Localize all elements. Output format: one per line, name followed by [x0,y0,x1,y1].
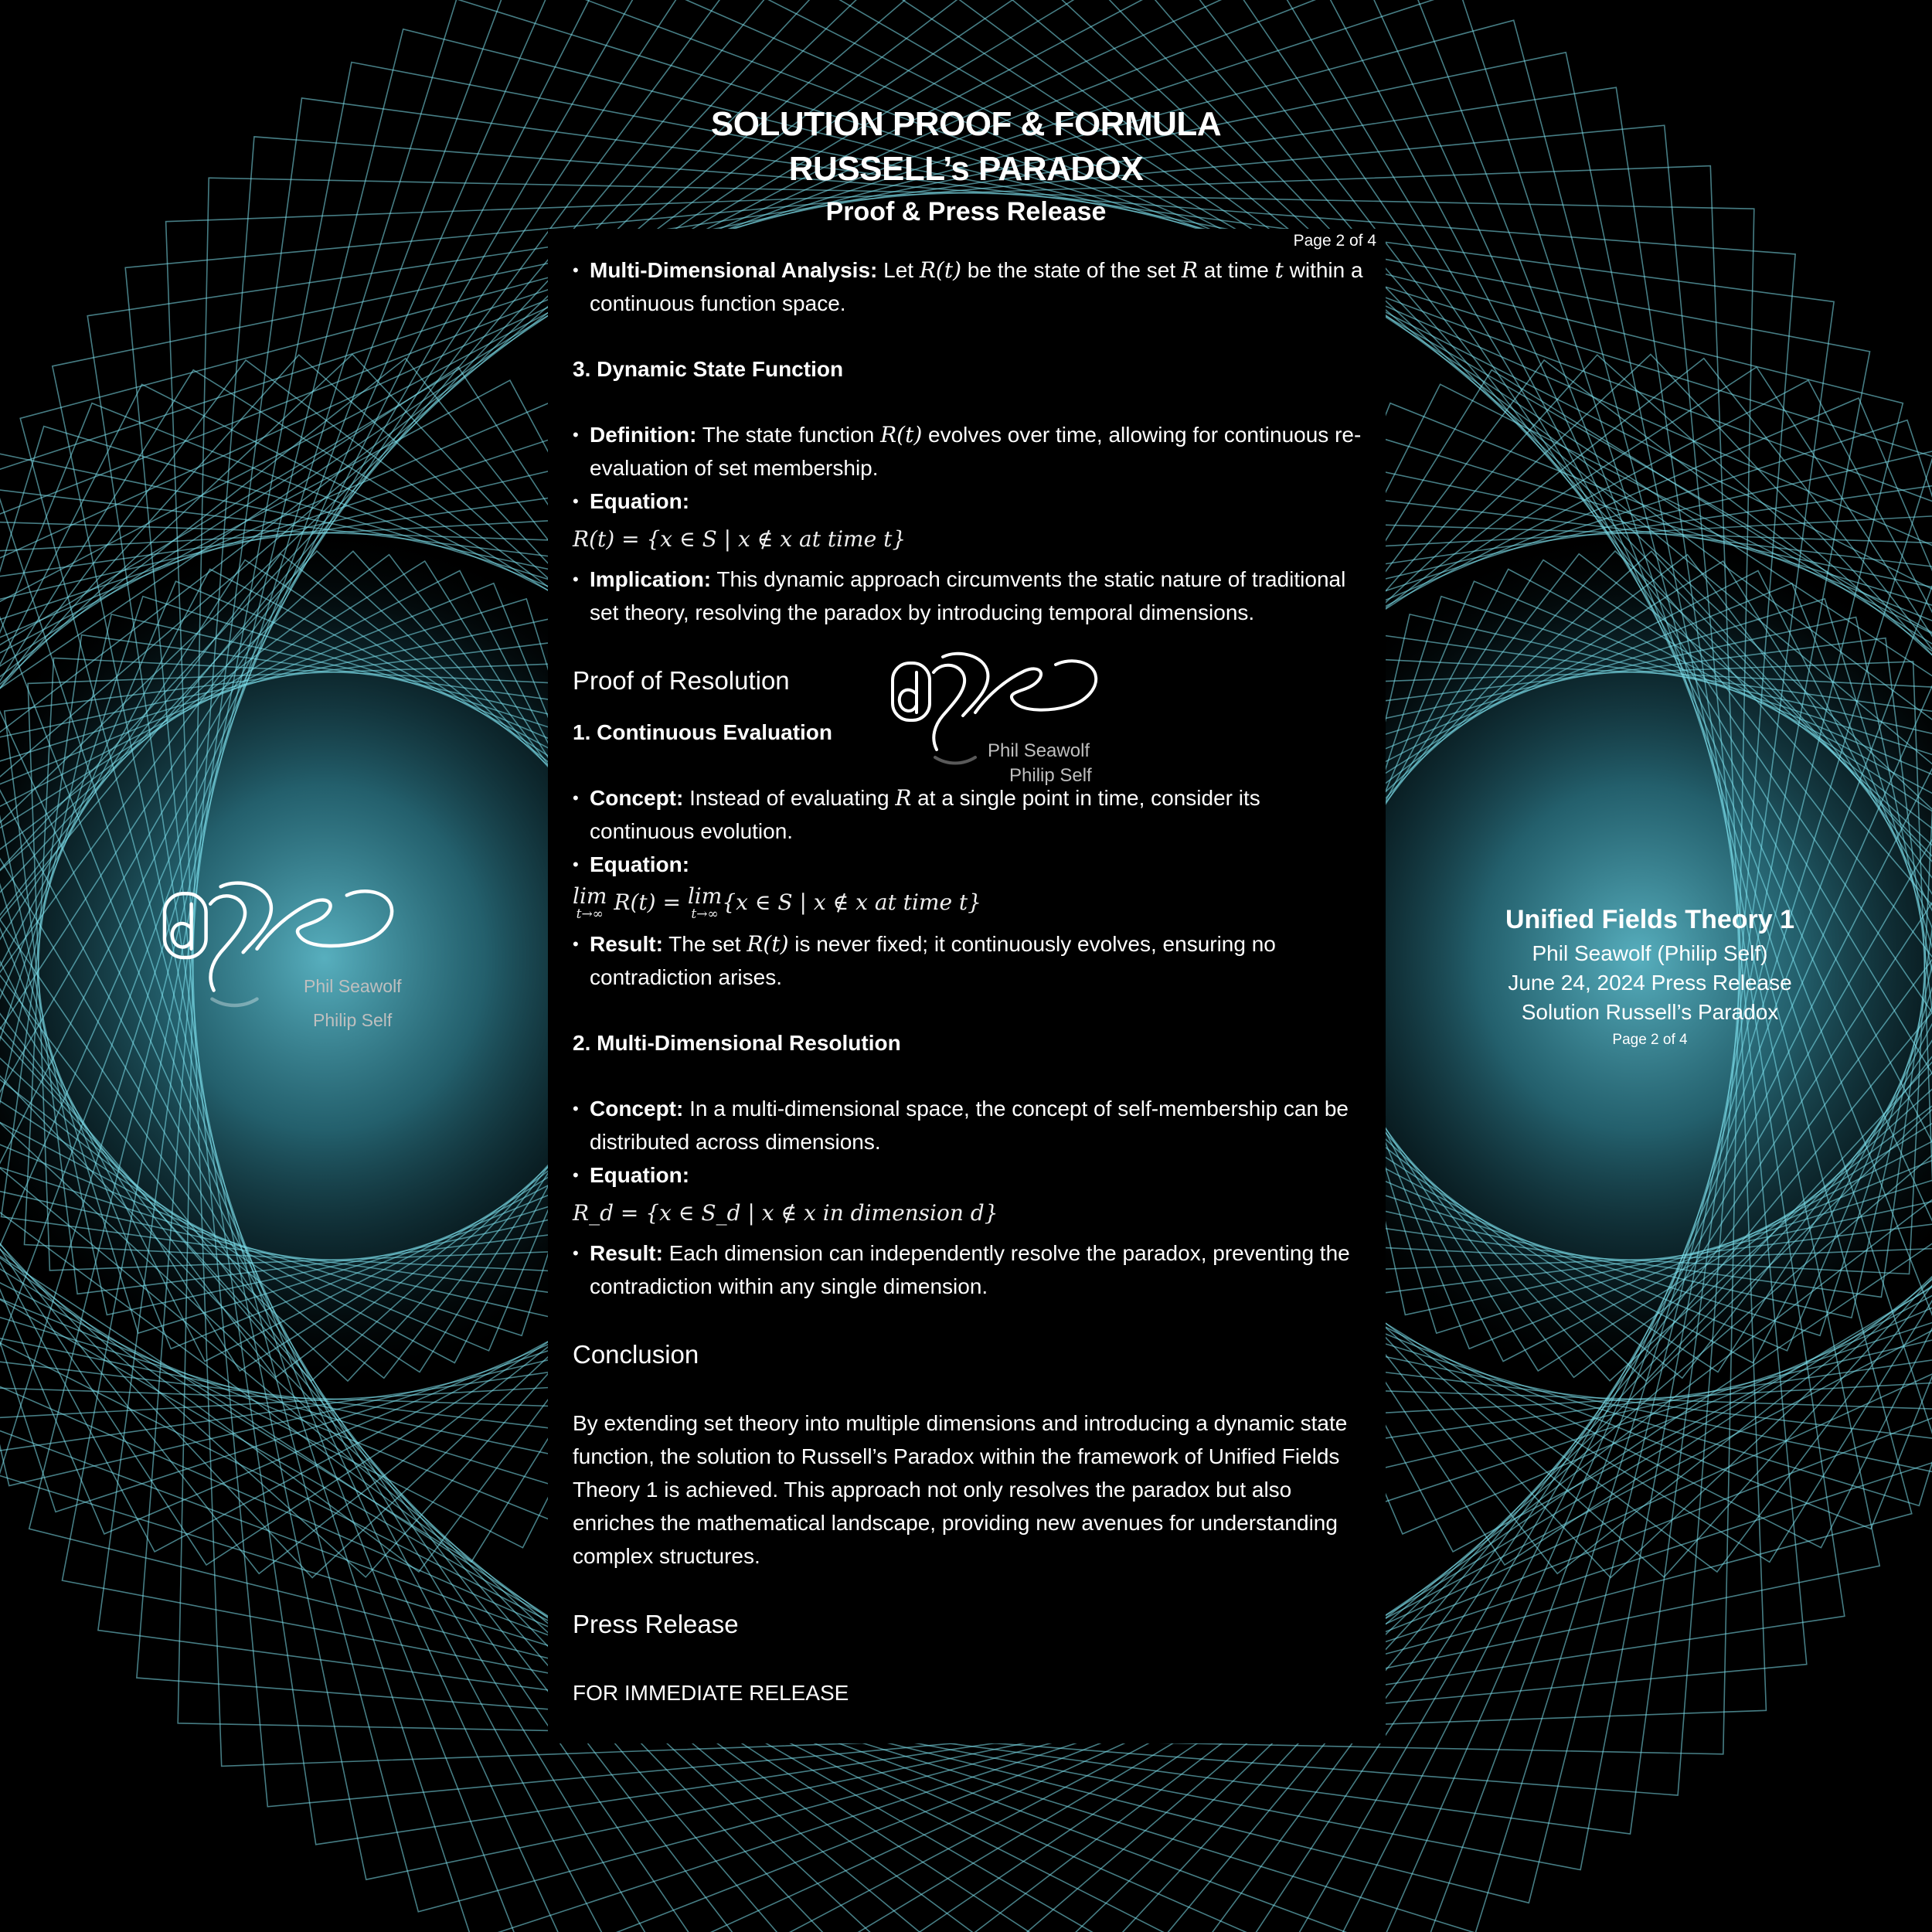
bullet-equation: • Equation: [573,1158,1369,1192]
bullet-implication: • Implication: This dynamic approach circumvents the static nature of traditional set theory, resolving the paradox by introducing temporal dimensions. [573,563,1369,629]
document-content [573,253,1369,1709]
math-inline: R [1181,257,1198,283]
logo-name-1: Phil Seawolf [988,740,1090,761]
bullet-equation: • Equation: [573,848,1369,881]
equation-1: R(t) = {x ∈ S | x ∉ x at time t} [573,526,906,552]
heading-continuous-evaluation: 1. Continuous Evaluation [573,720,833,744]
title-subtitle: Proof & Press Release [825,197,1107,226]
immediate-release-label: FOR IMMEDIATE RELEASE [573,1681,849,1705]
side-date: June 24, 2024 Press Release [1508,971,1792,995]
math-inline: R(t) [747,931,789,957]
math-inline: R(t) [880,422,923,447]
equation-2: lim t→∞ R(t) = lim t→∞ {x ∈ S | x ∉ x at time t} [573,883,981,922]
heading-press-release: Press Release [573,1610,739,1638]
side-title: Unified Fields Theory 1 [1505,905,1795,934]
side-info-block [1472,900,1828,1053]
bullet-result-2: • Result: Each dimension can independently resolve the paradox, preventing the contradiction within any single dimension. [573,1236,1369,1303]
bullet-result-1: • Result: The set R(t) is never fixed; it continuously evolves, ensuring no contradiction arises. [573,927,1369,994]
bullet-concept-1: • Concept: Instead of evaluating R at a single point in time, consider its continuous evolution. [573,781,1369,848]
math-inline: R(t) [919,257,962,283]
logo-center [889,641,1136,804]
side-subject: Solution Russell’s Paradox [1521,1000,1779,1024]
side-page-number: Page 2 of 4 [1612,1032,1688,1048]
title-line-2: RUSSELL’s PARADOX [788,150,1144,188]
bullet-concept-2: • Concept: In a multi-dimensional space, the concept of self-membership can be distributed across dimensions. [573,1092,1369,1158]
bullet-equation: • Equation: [573,485,1369,518]
equation-3: R_d = {x ∈ S_d | x ∉ x in dimension d} [573,1200,998,1226]
document-panel [548,229,1386,1743]
bullet-definition: • Definition: The state function R(t) evolves over time, allowing for continuous re-evaluation of set membership. [573,418,1369,485]
title-line-1: SOLUTION PROOF & FORMULA [710,105,1222,143]
title-block [0,102,1932,232]
bullet-label: Multi-Dimensional Analysis: [590,258,878,282]
logo-name-1: Phil Seawolf [304,976,402,996]
bullet-multi-dimensional-analysis: • Multi-Dimensional Analysis: Let R(t) be the state of the set R at time t within a continuous function space. [573,253,1369,320]
heading-conclusion: Conclusion [573,1340,699,1369]
math-inline: t [1274,257,1284,283]
heading-dynamic-state-function: 3. Dynamic State Function [573,357,844,381]
logo-name-2: Philip Self [313,1010,393,1030]
math-inline: R [895,785,912,811]
heading-proof-of-resolution: Proof of Resolution [573,666,790,695]
conclusion-paragraph: By extending set theory into multiple dimensions and introducing a dynamic state function, the solution to Russell’s Paradox within the framework of Unified Fields Theory 1 is achieved. This approach not only resolves the paradox but also enriches the mathematical landscape, providing new avenues for understanding complex structures. [573,1411,1348,1568]
heading-multi-dimensional-resolution: 2. Multi-Dimensional Resolution [573,1031,901,1055]
side-author: Phil Seawolf (Philip Self) [1532,941,1768,965]
page-number: Page 2 of 4 [1293,232,1376,250]
logo-name-2: Philip Self [1009,765,1092,786]
logo-left [158,869,437,1039]
